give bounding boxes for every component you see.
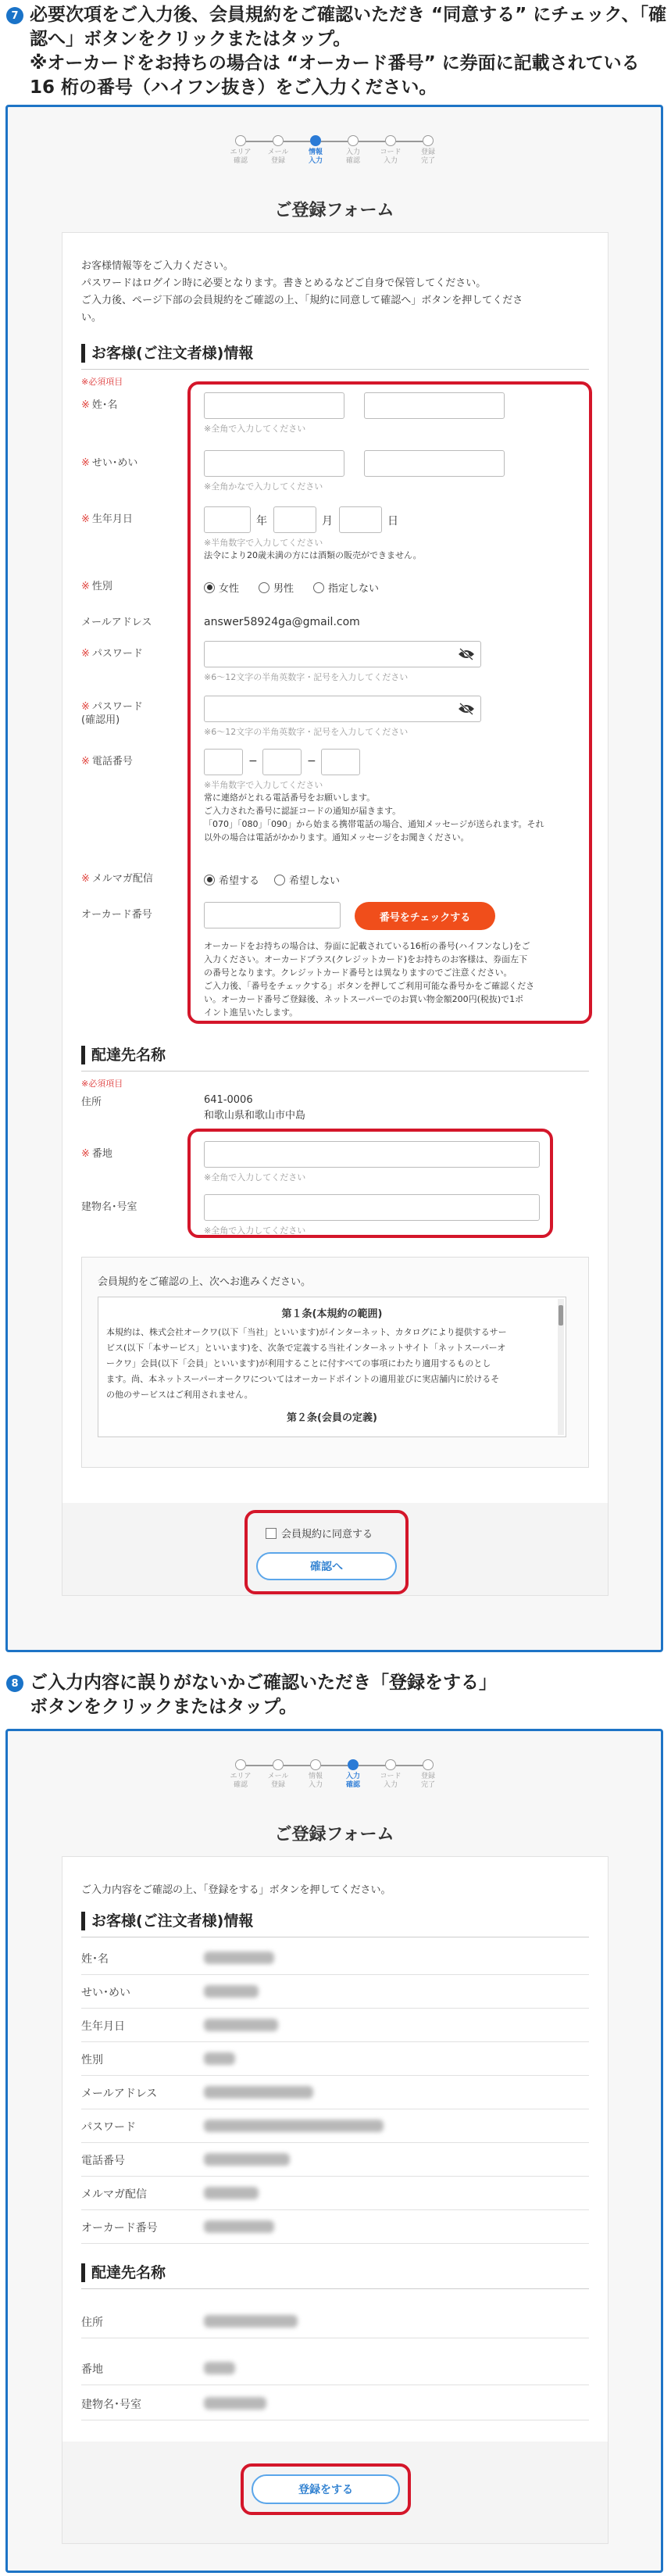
highlight-address-fields xyxy=(187,1129,553,1238)
birthdate-label: ※ 生年月日 xyxy=(81,513,133,525)
password-hint: ※6〜12文字の半角英数字・記号を入力してください xyxy=(204,672,409,682)
day-unit: 日 xyxy=(387,515,398,528)
step7-heading xyxy=(6,3,670,100)
ocard-label: オーカード番号 xyxy=(81,909,152,921)
progress-dot-icon xyxy=(385,1759,396,1770)
kana-label: ※ せい･めい xyxy=(81,457,138,469)
progress-step xyxy=(409,135,447,166)
progress-label: 登録 完了 xyxy=(420,1773,435,1789)
password-confirm-hint: ※6〜12文字の半角英数字・記号を入力してください xyxy=(204,727,409,737)
step-number-badge: 8 xyxy=(6,1675,23,1692)
progress-connector xyxy=(321,141,348,142)
phone-note: 常に連絡がとれる電話番号をお願いします。 ご入力された番号に認証コードの通知が届きます。 「070」「080」「090」から始まる携帯電話の場合、通知メッセージが送られます。それ 以外の場合は電話がかかります。通知メッセージをお聞きください。 xyxy=(204,792,544,843)
birth-hint: ※半角数字で入力してください xyxy=(204,538,323,548)
blurred-value xyxy=(204,2052,235,2065)
progress-step xyxy=(297,1759,334,1790)
progress-stepper xyxy=(8,135,661,166)
blurred-value xyxy=(204,1952,274,1964)
required-note: ※必須項目 xyxy=(81,1079,123,1089)
customer-section-title: お客様(ご注文者様)情報 xyxy=(81,1912,253,1930)
step8-instruction: ご入力内容に誤りがないかご確認いただき「登録をする」 ボタンをクリックまたはタップ。 xyxy=(30,1673,497,1717)
progress-connector xyxy=(396,1765,423,1766)
progress-dot-icon xyxy=(423,135,434,146)
delivery-section-title: 配達先名称 xyxy=(81,1046,166,1064)
progress-dot-icon xyxy=(348,135,359,146)
row-divider xyxy=(81,2041,589,2042)
confirm-row-label: 生年月日 xyxy=(81,2020,125,2033)
progress-connector xyxy=(396,141,423,142)
gender-male-radio[interactable]: 男性 xyxy=(259,580,294,595)
progress-label: 入力 確認 xyxy=(345,148,360,165)
progress-label: エリア 確認 xyxy=(230,1773,252,1789)
blurred-value xyxy=(204,2397,266,2410)
blurred-value xyxy=(204,1985,259,1998)
phone-separator: − xyxy=(248,755,258,767)
form-card xyxy=(62,232,609,1596)
phone-separator: − xyxy=(307,755,316,767)
row-divider xyxy=(81,2209,589,2210)
name-hint: ※全角で入力してください xyxy=(204,424,306,434)
progress-dot-icon xyxy=(273,1759,284,1770)
customer-section-title: お客様(ご注文者様)情報 xyxy=(81,344,253,363)
progress-dot-icon xyxy=(310,1759,321,1770)
confirm-form-panel xyxy=(5,1729,663,2573)
kana-hint: ※全角かなで入力してください xyxy=(204,481,323,492)
form-title: ご登録フォーム xyxy=(274,201,394,220)
terms-heading: 第１条(本規約の範囲) xyxy=(281,1308,383,1320)
password-label: ※ パスワード xyxy=(81,648,143,660)
blurred-value xyxy=(204,2120,384,2132)
terms-heading-2: 第２条(会員の定義) xyxy=(287,1412,377,1424)
confirm-row-label: 建物名･号室 xyxy=(81,2399,141,2411)
progress-dot-icon xyxy=(310,135,321,146)
progress-connector xyxy=(359,1765,385,1766)
blurred-value xyxy=(204,2019,278,2031)
progress-connector xyxy=(359,141,385,142)
required-note: ※必須項目 xyxy=(81,377,123,387)
terms-body: 本規約は、株式会社オークワ(以下「当社」といいます)がインターネット、カタログにより提供するサー ビス(以下「本サービス」といいます)を、次条で定義する当社インターネットサイト「ネットスーパーオ ークワ」会員(以下「会員」といいます)が利用することに付すべての事項にわたり適用するものとし ます。尚、本ネットスーパーオークワについてはオーカードポイントの適用並びに実店舗内に於けるそ の他のサービスはご利用されません。 xyxy=(106,1327,507,1400)
ocard-note: オーカードをお持ちの場合は、券面に記載されている16桁の番号(ハイフンなし)をご 入力ください。オーカードプラス(クレジットカード)をお持ちのお客様は、券面左下 の番号となります。クレジットカード番号とは異なりますのでご注意ください。 ご入力後、「番号をチェックする」ボタンを押してご利用可能な番号かをご確認くださ い。オーカード番号ご登録後、ネットスーパーでのお買い物金額200円(税抜)で1ポ イント進呈いたします。 xyxy=(204,941,535,1018)
row-divider xyxy=(81,2176,589,2177)
progress-step xyxy=(334,135,372,166)
confirm-row-label: せい･めい xyxy=(81,1987,130,1999)
confirm-row-label: パスワード xyxy=(81,2121,136,2134)
progress-label: コード 入力 xyxy=(380,1773,402,1789)
confirm-row-label: 姓･名 xyxy=(81,1953,109,1966)
building-hint: ※全角で入力してください xyxy=(204,1225,306,1236)
progress-connector xyxy=(246,141,273,142)
progress-step xyxy=(222,135,259,166)
progress-step xyxy=(409,1759,447,1790)
blurred-value xyxy=(204,2220,274,2233)
banchi-hint: ※全角で入力してください xyxy=(204,1172,306,1182)
progress-dot-icon xyxy=(235,1759,246,1770)
progress-step xyxy=(334,1759,372,1790)
progress-dot-icon xyxy=(348,1759,359,1770)
confirm-button[interactable]: 確認へ xyxy=(256,1552,397,1580)
progress-connector xyxy=(321,1765,348,1766)
highlight-confirm xyxy=(244,1510,409,1594)
agree-checkbox[interactable]: 会員規約に同意する xyxy=(266,1526,373,1540)
confirm-card xyxy=(62,1856,609,2544)
progress-connector xyxy=(246,1765,273,1766)
progress-label: コード 入力 xyxy=(380,148,402,165)
step8-heading xyxy=(6,1671,670,1719)
progress-label: 入力 確認 xyxy=(345,1773,360,1789)
form-intro: お客様情報等をご入力ください。 パスワードはログイン時に必要となります。書きとめるなどご自身で保管してください。 ご入力後、ページ下部の会員規約をご確認の上、「規約に同意して確認へ」ボタンを押してくださ い。 xyxy=(81,260,523,324)
row-divider xyxy=(81,2142,589,2143)
progress-connector xyxy=(284,1765,310,1766)
confirm-intro: ご入力内容をご確認の上、「登録をする」ボタンを押してください。 xyxy=(81,1884,391,1896)
mailmag-yes-radio[interactable]: 希望する xyxy=(204,872,259,887)
progress-connector xyxy=(284,141,310,142)
delivery-section-title: 配達先名称 xyxy=(81,2263,166,2282)
confirm-row-label: メールアドレス xyxy=(81,2088,158,2100)
register-button[interactable]: 登録をする xyxy=(252,2474,400,2504)
divider xyxy=(81,1071,589,1072)
phone-hint: ※半角数字で入力してください xyxy=(204,780,323,790)
email-value: answer58924ga@gmail.com xyxy=(204,616,360,628)
divider xyxy=(81,2288,589,2289)
row-divider xyxy=(81,2243,589,2244)
progress-dot-icon xyxy=(235,135,246,146)
progress-step xyxy=(259,1759,297,1790)
progress-step xyxy=(297,135,334,166)
password-confirm-label: ※ パスワード (確認用) xyxy=(81,701,143,726)
progress-dot-icon xyxy=(423,1759,434,1770)
mailmag-no-radio[interactable]: 希望しない xyxy=(274,872,340,887)
terms-area xyxy=(81,1257,589,1468)
progress-label: メール 登録 xyxy=(267,148,289,165)
check-ocard-button[interactable]: 番号をチェックする xyxy=(355,902,495,930)
name-label: ※ 姓･名 xyxy=(81,399,118,411)
progress-label: 情報 入力 xyxy=(308,148,323,165)
confirm-row-label: メルマガ配信 xyxy=(81,2188,147,2201)
blurred-value xyxy=(204,2187,259,2199)
gender-unspecified-radio[interactable]: 指定しない xyxy=(313,580,379,595)
confirm-row-label: 番地 xyxy=(81,2363,103,2376)
progress-dot-icon xyxy=(273,135,284,146)
confirm-row-label: 住所 xyxy=(81,2317,103,2329)
progress-label: 登録 完了 xyxy=(420,148,435,165)
terms-scrollbar[interactable] xyxy=(558,1299,564,1435)
address-label: 住所 xyxy=(81,1097,102,1108)
progress-step xyxy=(222,1759,259,1790)
progress-step xyxy=(259,135,297,166)
blurred-value xyxy=(204,2153,290,2166)
progress-step xyxy=(372,1759,409,1790)
form-title: ご登録フォーム xyxy=(274,1825,394,1844)
terms-scroll-box[interactable] xyxy=(98,1297,566,1437)
building-label: 建物名･号室 xyxy=(81,1201,137,1213)
step-number-badge: 7 xyxy=(6,7,23,24)
progress-label: 情報 入力 xyxy=(308,1773,323,1789)
mailmag-label: ※ メルマガ配信 xyxy=(81,873,153,885)
scroll-thumb[interactable] xyxy=(559,1305,563,1326)
terms-intro: 会員規約をご確認の上、次へお進みください。 xyxy=(98,1276,312,1288)
row-divider xyxy=(81,2008,589,2009)
progress-step xyxy=(372,135,409,166)
highlight-customer-fields xyxy=(187,381,592,1024)
divider xyxy=(81,369,589,370)
progress-stepper xyxy=(8,1759,661,1790)
row-divider xyxy=(81,2075,589,2076)
progress-label: エリア 確認 xyxy=(230,148,252,165)
confirm-row-label: 性別 xyxy=(81,2054,103,2066)
blurred-value xyxy=(204,2086,313,2098)
confirm-row-label: オーカード番号 xyxy=(81,2222,158,2234)
address-value: 641-0006 和歌山県和歌山市中島 xyxy=(204,1094,306,1122)
blurred-value xyxy=(204,2315,298,2327)
phone-label: ※ 電話番号 xyxy=(81,756,133,767)
confirm-row-label: 電話番号 xyxy=(81,2155,125,2167)
registration-form-panel xyxy=(5,105,663,1652)
row-divider xyxy=(81,1974,589,1975)
step7-instruction: 必要次項をご入力後、会員規約をご確認いただき “同意する” にチェック、「確認へ」ボタンをクリックまたはタップ。 ※オーカードをお持ちの場合は “オーカード番号” に券面に記載されている 16 桁の番号（ハイフン抜き）をご入力ください。 xyxy=(30,5,667,98)
birth-note: 法令により20歳未満の方には酒類の販売ができません。 xyxy=(204,550,422,560)
year-unit: 年 xyxy=(256,515,267,528)
highlight-register xyxy=(241,2463,411,2515)
progress-dot-icon xyxy=(385,135,396,146)
banchi-label: ※ 番地 xyxy=(81,1148,112,1160)
email-label: メールアドレス xyxy=(81,617,152,628)
gender-female-radio[interactable]: 女性 xyxy=(204,580,239,595)
blurred-value xyxy=(204,2362,235,2374)
gender-label: ※ 性別 xyxy=(81,581,112,592)
progress-label: メール 登録 xyxy=(267,1773,289,1789)
month-unit: 月 xyxy=(322,515,333,528)
